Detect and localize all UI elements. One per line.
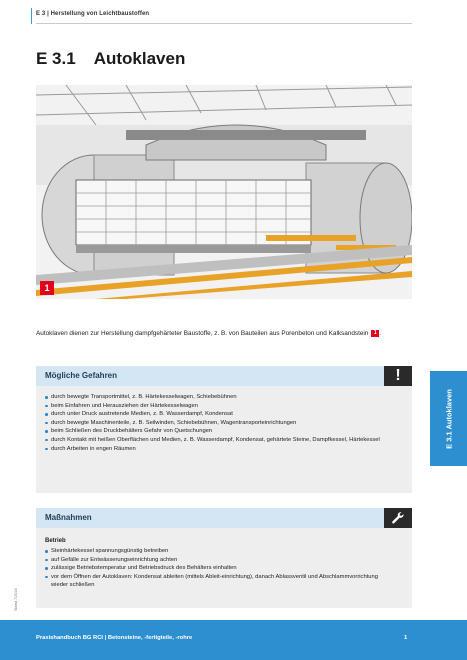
- intro-paragraph: [36, 329, 416, 338]
- list-item: durch Kontakt mit heißen Oberflächen und Medien, z. B. Wasserdampf, Kondensat, gehärtete Steine, Dampfkessel, Härtekessel: [45, 436, 395, 445]
- measures-box: [36, 508, 412, 608]
- list-item: Steinhärtekessel spannungsgünstig betreiben: [45, 547, 395, 556]
- hazards-header: [36, 366, 412, 386]
- measures-header: [36, 508, 412, 528]
- header-accent-bar: [31, 8, 32, 24]
- running-header: E 3 | Herstellung von Leichtbaustoffen: [36, 11, 150, 17]
- chapter-side-tab: [430, 371, 467, 466]
- hazards-box: [36, 366, 412, 493]
- section-number: E 3.1: [36, 49, 76, 68]
- list-item: durch bewegte Transportmittel, z. B. Härtekesselwagen, Schiebebühnen: [45, 393, 395, 402]
- hazards-list: [45, 393, 395, 453]
- list-item: zulässige Betriebstemperatur und Betriebsdruck des Behälters einhalten: [45, 564, 395, 573]
- measures-title: Maßnahmen: [45, 513, 92, 522]
- exclamation-glyph: !: [395, 367, 401, 384]
- revision-stamp: Stand 7/2016: [14, 588, 18, 611]
- exclamation-icon: [384, 366, 412, 386]
- autoclave-drawing: [36, 85, 412, 299]
- measures-list: [45, 547, 395, 590]
- list-item: durch bewegte Maschinenteile, z. B. Seilwinden, Schiebebühnen, Wagentransporteinrichtungen: [45, 419, 395, 428]
- list-item: durch Arbeiten in engen Räumen: [45, 445, 395, 454]
- intro-text: Autoklaven dienen zur Herstellung dampfgehärteter Baustoffe, z. B. von Bauteilen aus Porenbeton und Kalksandstein: [36, 330, 369, 337]
- section-heading: [36, 49, 185, 69]
- footer-title: Praxishandbuch BG RCI | Betonsteine, -fertigteile, -rohre: [36, 635, 193, 641]
- header-divider: [36, 23, 412, 24]
- measures-subtitle: Betrieb: [45, 538, 66, 544]
- autoclave-illustration: [36, 85, 412, 299]
- intro-end: .: [379, 330, 381, 337]
- wrench-icon: [384, 508, 412, 528]
- list-item: durch unter Druck austretende Medien, z. B. Wasserdampf, Kondensat: [45, 410, 395, 419]
- section-title: Autoklaven: [93, 49, 186, 68]
- list-item: beim Schließen des Druckbehälters Gefahr von Quetschungen: [45, 427, 395, 436]
- list-item: auf Gefälle zur Entwässerungseinrichtung achten: [45, 556, 395, 565]
- side-tab-label: E 3.1 Autoklaven: [444, 388, 453, 449]
- figure-reference-badge: 1: [371, 330, 379, 337]
- page-number: 1: [404, 635, 408, 641]
- list-item: beim Einfahren und Herausziehen der Härtekesselwagen: [45, 402, 395, 411]
- hazards-title: Mögliche Gefahren: [45, 371, 118, 380]
- list-item: vor dem Öffnen der Autoklaven: Kondensat ableiten (mittels Ableit-einrichtung), danach Ablassventil und Abschlammvorrichtung wieder schließen: [45, 573, 395, 590]
- figure-number-badge: 1: [40, 281, 54, 295]
- footer-bar: [0, 620, 467, 660]
